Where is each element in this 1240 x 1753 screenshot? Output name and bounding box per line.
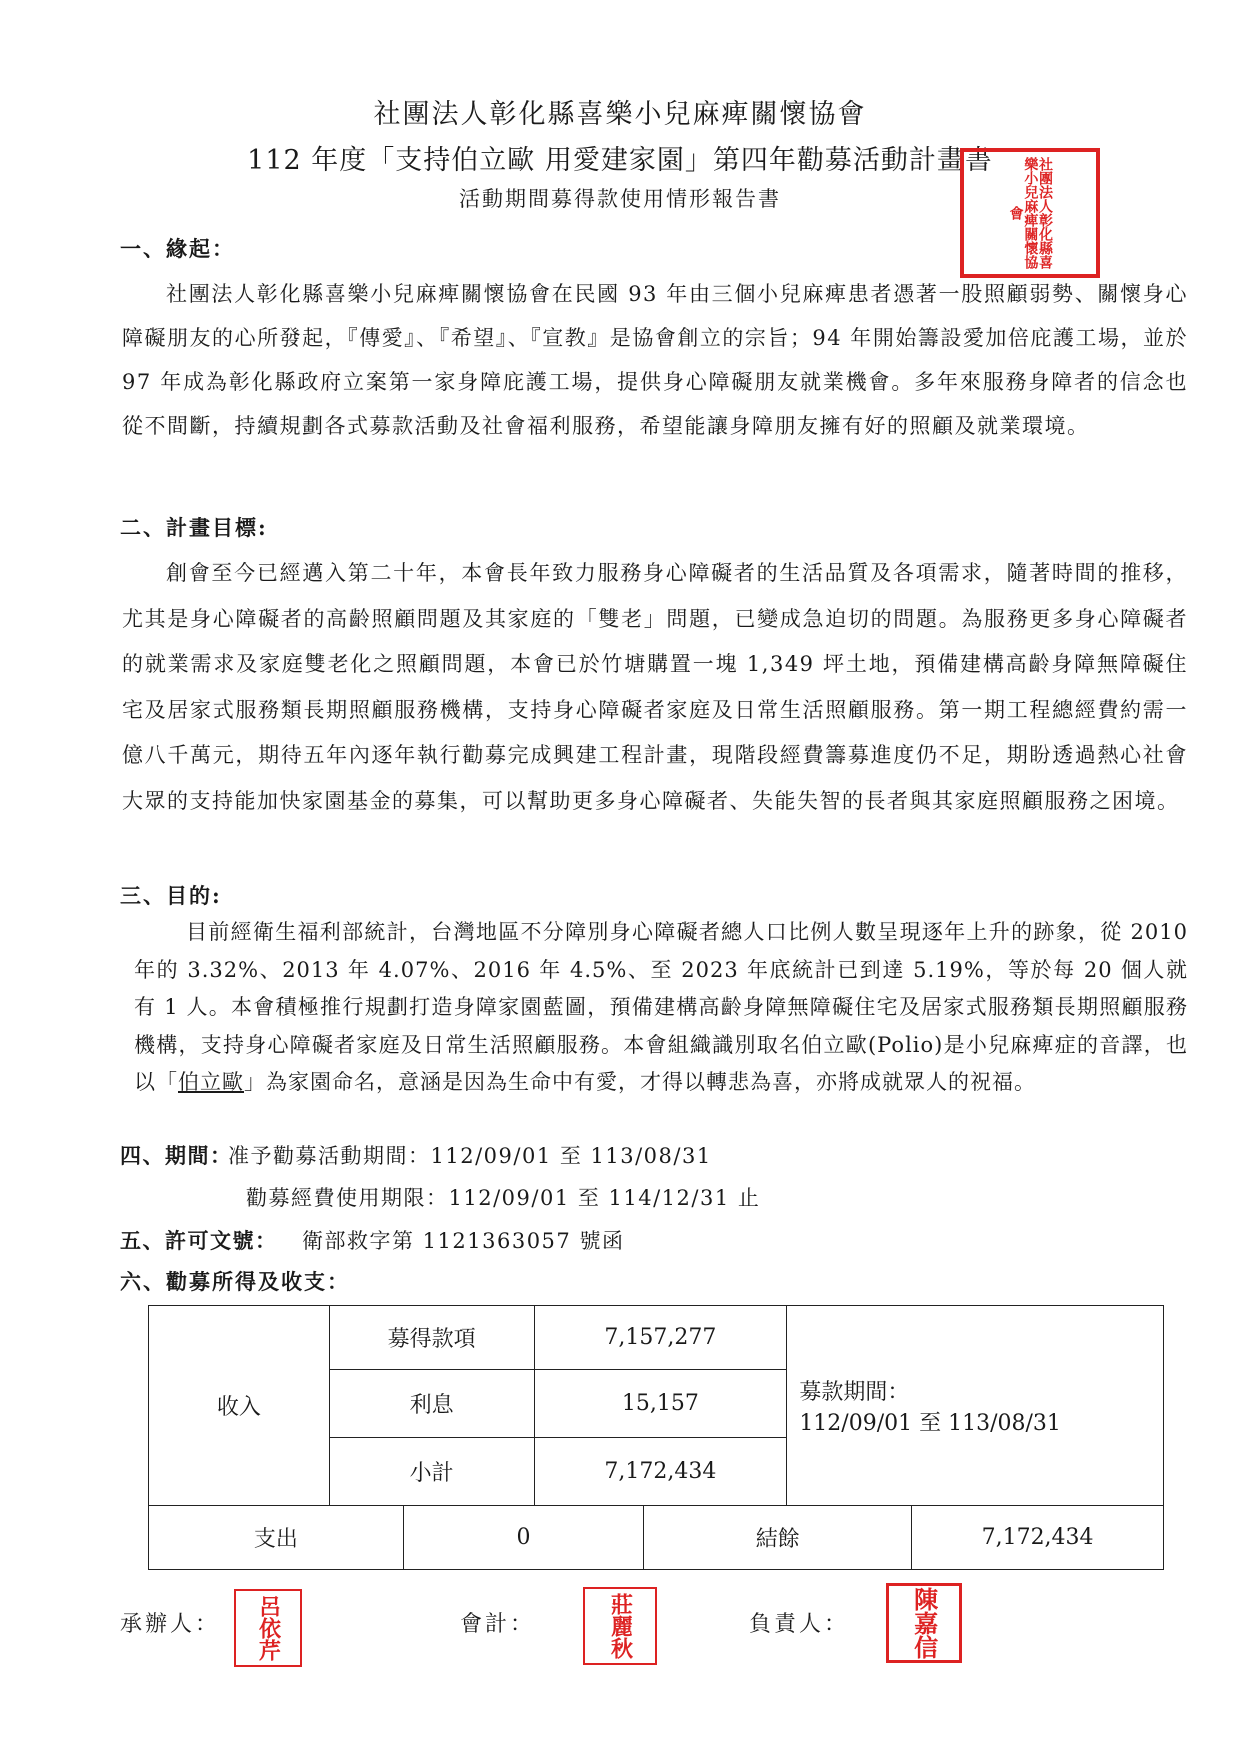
period-value: 112/09/01 至 113/08/31 [799,1410,1061,1436]
fund-use-period: 勸募經費使用期限：112/09/01 至 114/12/31 止 [246,1186,761,1210]
polio-name-underlined: 伯立歐 [178,1070,244,1094]
organization-seal: 社團法人彰化縣喜樂小兒麻痺關懷協會 [960,148,1100,278]
expense-value: 0 [403,1506,644,1570]
finance-table [148,1305,1164,1570]
section-4-heading: 四、期間： [120,1143,233,1168]
org-title: 社團法人彰化縣喜樂小兒麻痺關懷協會 [373,99,867,130]
permit-number: 衛部救字第 1121363057 號函 [302,1229,625,1253]
section-1-heading: 一、緣起： [120,236,235,261]
balance-value: 7,172,434 [912,1506,1164,1570]
principal-seal: 陳嘉信 [886,1583,962,1663]
handler-label: 承辦人： [120,1612,221,1637]
row-value: 7,157,277 [534,1306,787,1370]
section-2-heading: 二、計畫目標: [120,515,268,540]
period-label: 募款期間： [799,1379,910,1405]
campaign-period: 准予勸募活動期間：112/09/01 至 113/08/31 [228,1144,712,1168]
income-label: 收入 [149,1306,330,1506]
expense-label: 支出 [149,1506,404,1570]
row-value: 15,157 [534,1370,787,1438]
section-1-body: 社團法人彰化縣喜樂小兒麻痺關懷協會在民國 93 年由三個小兒麻痺患者憑著一股照顧弱勢、關懷身心障礙朋友的心所發起，『傳愛』、『希望』、『宣教』是協會創立的宗旨；94 年開始籌設愛加倍庇護工場，並於 97 年成為彰化縣政府立案第一家身障庇護工場，提供身心障礙朋友就業機會。多年來服務身障者的信念也從不間斷，持續規劃各式募款活動及社會福利服務，希望能讓身障朋友擁有好的照顧及就業環境。 [122,282,1188,438]
section-3-heading: 三、目的: [120,883,222,908]
section-2-body: 創會至今已經邁入第二十年，本會長年致力服務身心障礙者的生活品質及各項需求，隨著時間的推移，尤其是身心障礙者的高齡照顧問題及其家庭的「雙老」問題，已變成急迫切的問題。為服務更多身心障礙者的就業需求及家庭雙老化之照顧問題，本會已於竹塘購置一塊 1,349 坪土地，預備建構高齡身障無障礙住宅及居家式服務類長期照顧服務機構，支持身心障礙者家庭及日常生活照顧服務。第一期工程總經費約需一億八千萬元，期待五年內逐年執行勸募完成興建工程計畫，現階段經費籌募進度仍不足，期盼透過熱心社會大眾的支持能加快家園基金的募集，可以幫助更多身心障礙者、失能失智的長者與其家庭照顧服務之困境。 [122,561,1188,813]
principal-label: 負責人： [749,1612,850,1637]
row-label: 募得款項 [329,1306,534,1370]
accountant-label: 會計： [460,1612,536,1637]
balance-label: 結餘 [644,1506,912,1570]
plan-title: 112 年度「支持伯立歐 用愛建家園」第四年勸募活動計畫書 [247,145,993,176]
accountant-seal: 莊麗秋 [583,1587,657,1665]
report-subtitle: 活動期間募得款使用情形報告書 [459,187,781,211]
section-5-heading: 五、許可文號： [120,1228,278,1253]
row-value: 7,172,434 [534,1438,787,1506]
section-6-heading: 六、勸募所得及收支： [120,1269,350,1294]
row-label: 利息 [329,1370,534,1438]
period-cell [787,1306,1164,1506]
section-3-body: 目前經衛生福利部統計，台灣地區不分障別身心障礙者總人口比例人數呈現逐年上升的跡象，從 2010 年的 3.32%、2013 年 4.07%、2016 年 4.5%、至 2023 年底統計已到達 5.19%，等於每 20 個人就有 1 人。本會積極推行規劃打造身障家園藍圖，預備建構高齡身障無障礙住宅及居家式服務類長期照顧服務機構，支持身心障礙者家庭及日常生活照顧服務。本會組織識別取名伯立歐(Polio)是小兒麻痺症的音譯，也以「伯立歐」為家園命名，意涵是因為生命中有愛，才得以轉悲為喜，亦將成就眾人的祝福。 [134,920,1188,1094]
table-row [149,1306,1164,1370]
table-row [149,1506,1164,1570]
handler-seal: 呂依芹 [234,1589,302,1667]
row-label: 小計 [329,1438,534,1506]
